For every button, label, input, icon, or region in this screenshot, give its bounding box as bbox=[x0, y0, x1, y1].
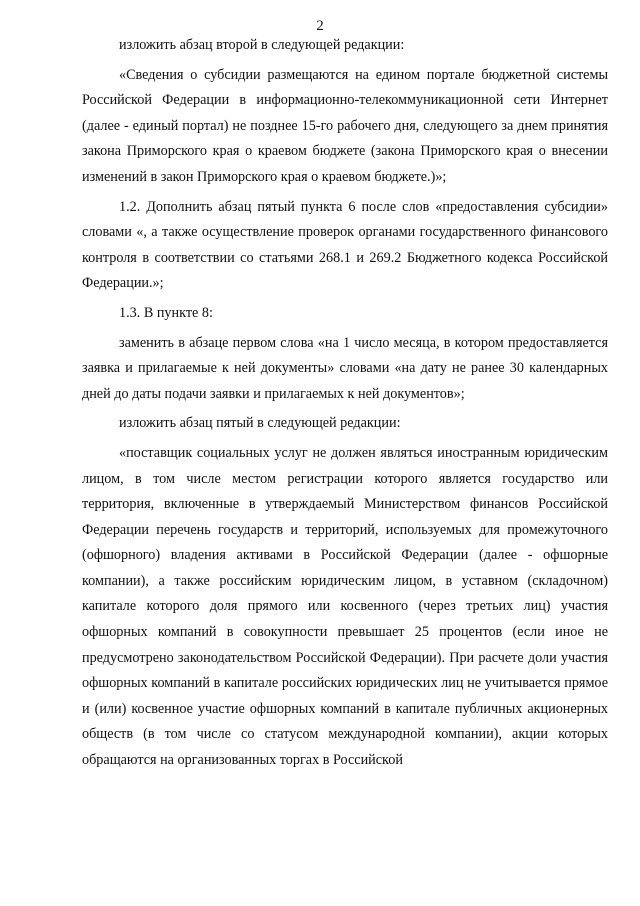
paragraph-3: 1.2. Дополнить абзац пятый пункта 6 после слов «предоставления субсидии» словами «, а также осуществление проверок органами государственного финансового контроля в соответствии со статьями 268.1 и 269.2 Бюджетного кодекса Российской Федерации.»; bbox=[82, 198, 608, 292]
paragraph-5: заменить в абзаце первом слова «на 1 число месяца, в котором предоставляется заявка и прилагаемые к ней документы» словами «на дату не ранее 30 календарных дней до даты подачи заявки и прилагаемых к ней документов»; bbox=[82, 334, 608, 402]
paragraph-6: изложить абзац пятый в следующей редакции: bbox=[119, 415, 401, 432]
paragraph-4: 1.3. В пункте 8: bbox=[119, 304, 213, 321]
paragraph-2: «Сведения о субсидии размещаются на едином портале бюджетной системы Российской Федерации в информационно-телекоммуникационной сети Интернет (далее - единый портал) не позднее 15-го рабочего дня, следующего за днем принятия закона Приморского края о краевом бюджете (закона Приморского края о внесении изменений в закон Приморского края о краевом бюджете.)»; bbox=[82, 66, 608, 185]
paragraph-7: «поставщик социальных услуг не должен являться иностранным юридическим лицом, в том числе местом регистрации которого является государство или территория, включенные в утверждаемый Министерством финансов Российской Федерации перечень государств и территорий, используемых для промежуточного (офшорного) владения активами в Российской Федерации (далее - офшорные компании), а также российским юридическим лицом, в уставном (складочном) капитале которого доля прямого или косвенного (через третьих лиц) участия офшорных компаний в совокупности превышает 25 процентов (если иное не предусмотрено законодательством Российской Федерации). При расчете доли участия офшорных компаний в капитале российских юридических лиц не учитывается прямое и (или) косвенное участие офшорных компаний в капитале публичных акционерных обществ (в том числе со статусом международной компании), акции которых обращаются на организованных торгах в Российской bbox=[82, 444, 608, 769]
document-body bbox=[82, 33, 608, 778]
paragraph-1: изложить абзац второй в следующей редакции: bbox=[119, 37, 405, 53]
page-number: 2 bbox=[316, 18, 324, 34]
